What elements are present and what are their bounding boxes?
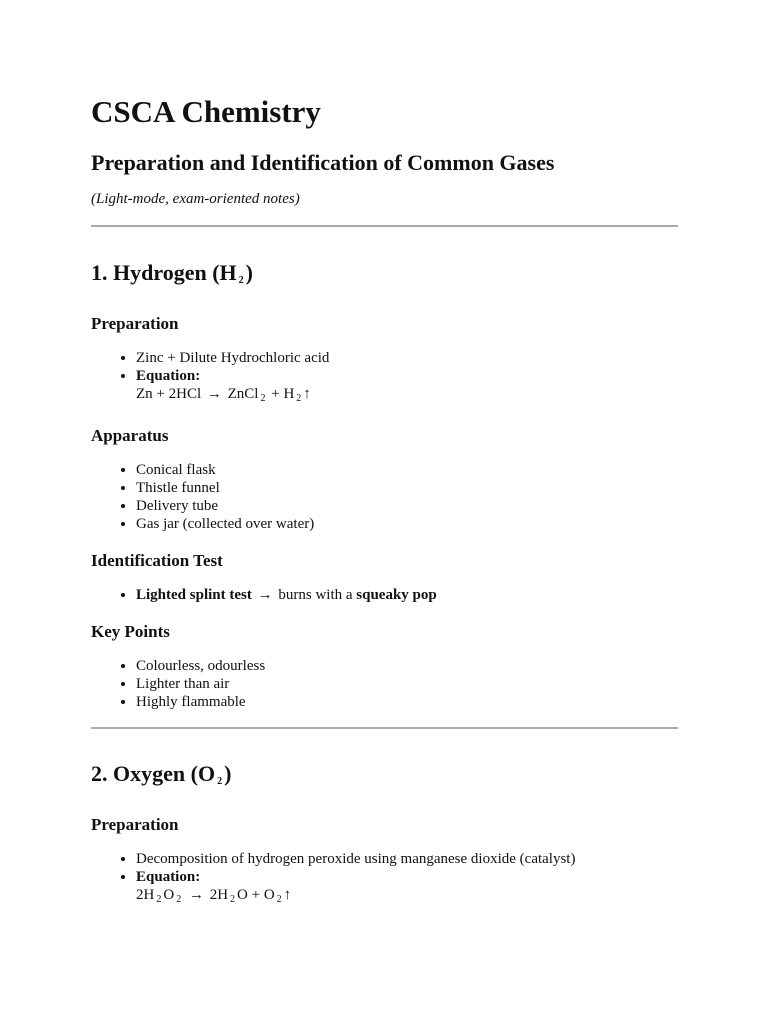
key-points-list	[91, 657, 678, 711]
equation-part: 2H	[136, 887, 155, 903]
preparation-heading: Preparation	[91, 314, 179, 333]
section-oxygen	[91, 759, 678, 909]
reaction-arrow-icon: →	[206, 386, 222, 402]
divider	[91, 225, 678, 227]
gas-evolved-arrow-icon: ↑	[283, 887, 292, 903]
chemical-equation	[136, 385, 678, 408]
list-item-equation	[136, 868, 678, 909]
list-item-test	[136, 586, 678, 604]
section-hydrogen	[91, 258, 678, 711]
list-item: • Lighter than air	[136, 675, 678, 693]
heading-close: )	[245, 260, 253, 285]
page-note: (Light-mode, exam-oriented notes)	[91, 191, 300, 207]
heading-text: 1. Hydrogen (H	[91, 260, 237, 285]
page-title: CSCA Chemistry	[91, 94, 321, 129]
gas-evolved-arrow-icon: ↑	[303, 386, 311, 402]
heading-close: )	[224, 761, 232, 786]
equation-subscript: 2	[276, 894, 282, 905]
equation-label: Equation:	[136, 368, 201, 384]
preparation-heading: Preparation	[91, 815, 179, 834]
heading-subscript: 2	[217, 776, 223, 787]
equation-subscript: 2	[260, 393, 266, 404]
section-heading-hydrogen	[91, 258, 678, 296]
equation-label: Equation:	[136, 869, 201, 885]
preparation-list	[91, 349, 678, 408]
list-item: • Highly flammable	[136, 693, 678, 711]
test-result-emphasis: squeaky pop	[356, 587, 437, 603]
reaction-arrow-icon: →	[188, 887, 204, 903]
identification-list	[91, 586, 678, 604]
equation-part: O	[163, 887, 175, 903]
divider	[91, 727, 678, 729]
chemical-equation	[136, 886, 678, 909]
equation-part: O + O	[237, 887, 275, 903]
equation-subscript: 2	[156, 894, 162, 905]
equation-part: Zn + 2HCl	[136, 386, 202, 402]
list-item: • Delivery tube	[136, 497, 678, 515]
identification-heading: Identification Test	[91, 551, 223, 570]
list-item: • Gas jar (collected over water)	[136, 515, 678, 533]
test-name: Lighted splint test	[136, 587, 252, 603]
list-item: • Conical flask	[136, 461, 678, 479]
apparatus-heading: Apparatus	[91, 426, 169, 445]
preparation-list	[91, 850, 678, 909]
document-content	[91, 92, 678, 909]
test-result-text: burns with a	[278, 587, 353, 603]
equation-subscript: 2	[230, 894, 236, 905]
list-item-equation	[136, 367, 678, 408]
list-item: • Decomposition of hydrogen peroxide using manganese dioxide (catalyst)	[136, 850, 678, 868]
page-subtitle: Preparation and Identification of Common Gases	[91, 150, 555, 175]
equation-part: 2H	[209, 887, 229, 903]
list-item: • Colourless, odourless	[136, 657, 678, 675]
heading-subscript: 2	[238, 275, 244, 286]
equation-part: + H	[271, 386, 295, 402]
list-item: • Thistle funnel	[136, 479, 678, 497]
heading-text: 2. Oxygen (O	[91, 761, 216, 786]
equation-subscript: 2	[296, 393, 302, 404]
key-points-heading: Key Points	[91, 622, 170, 641]
apparatus-list	[91, 461, 678, 533]
equation-part: ZnCl	[227, 386, 259, 402]
equation-subscript: 2	[176, 894, 182, 905]
section-heading-oxygen	[91, 759, 678, 797]
list-item: • Zinc + Dilute Hydrochloric acid	[136, 349, 678, 367]
result-arrow-icon: →	[257, 587, 273, 603]
